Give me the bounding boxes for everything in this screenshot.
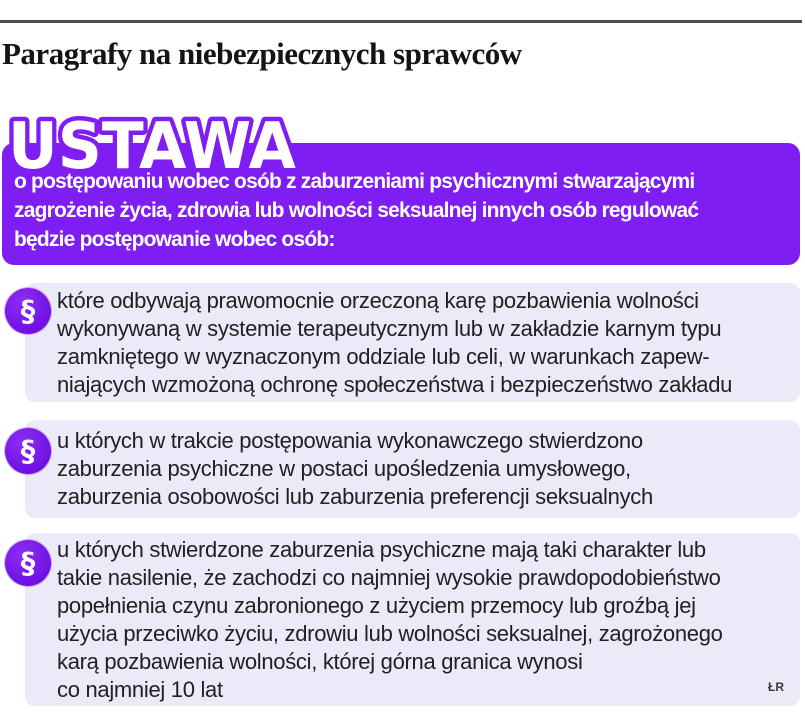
provision-line: niających wzmożoną ochronę społeczeństwa i bezpieczeństwo zakładu: [57, 371, 733, 397]
law-provision-item: [25, 283, 800, 402]
paragraph-icon: §: [5, 288, 51, 334]
paragraph-icon: §: [5, 540, 51, 586]
provision-line: użycia przeciwko życiu, zdrowiu lub wolności seksualnej, zagrożonego: [57, 620, 723, 646]
law-heading-wordart: [2, 102, 332, 186]
provision-line: popełnienia czynu zabronionego z użyciem przemocy lub groźbą jej: [57, 592, 696, 618]
banner-line: będzie postępowanie wobec osób:: [14, 228, 335, 251]
provision-line: karą pozbawienia wolności, której górna granica wynosi: [57, 648, 583, 674]
law-provision-item: [25, 420, 800, 518]
provision-line: które odbywają prawomocnie orzeczoną karę pozbawienia wolności: [57, 287, 699, 313]
banner-line: o postępowaniu wobec osób z zaburzeniami psychicznymi stwarzającymi: [14, 170, 695, 193]
law-heading-text: USTAWA: [8, 110, 297, 184]
law-provision-item: [25, 533, 800, 706]
provision-line: zaburzenia psychiczne w postaci upośledzenia umysłowego,: [57, 456, 631, 481]
banner-line: zagrożenie życia, zdrowia lub wolności seksualnej innych osób regulować: [14, 199, 699, 222]
provision-line: zaburzenia osobowości lub zaburzenia preferencji seksualnych: [57, 484, 653, 509]
paragraph-icon: §: [5, 428, 51, 474]
author-credit: ŁR: [768, 680, 784, 694]
provision-line: wykonywaną w systemie terapeutycznym lub w zakładzie karnym typu: [57, 315, 722, 341]
provision-line: zamkniętego w wyznaczonym oddziale lub celi, w warunkach zapew-: [57, 343, 710, 369]
provision-line: takie nasilenie, że zachodzi co najmniej wysokie prawdopodobieństwo: [57, 564, 721, 590]
provision-line: u których stwierdzone zaburzenia psychiczne mają taki charakter lub: [57, 536, 706, 562]
page-title: Paragrafy na niebezpiecznych sprawców: [2, 36, 522, 71]
provision-line: u których w trakcie postępowania wykonawczego stwierdzono: [57, 428, 643, 453]
provision-line: co najmniej 10 lat: [57, 676, 223, 702]
top-rule-divider: [0, 20, 802, 23]
